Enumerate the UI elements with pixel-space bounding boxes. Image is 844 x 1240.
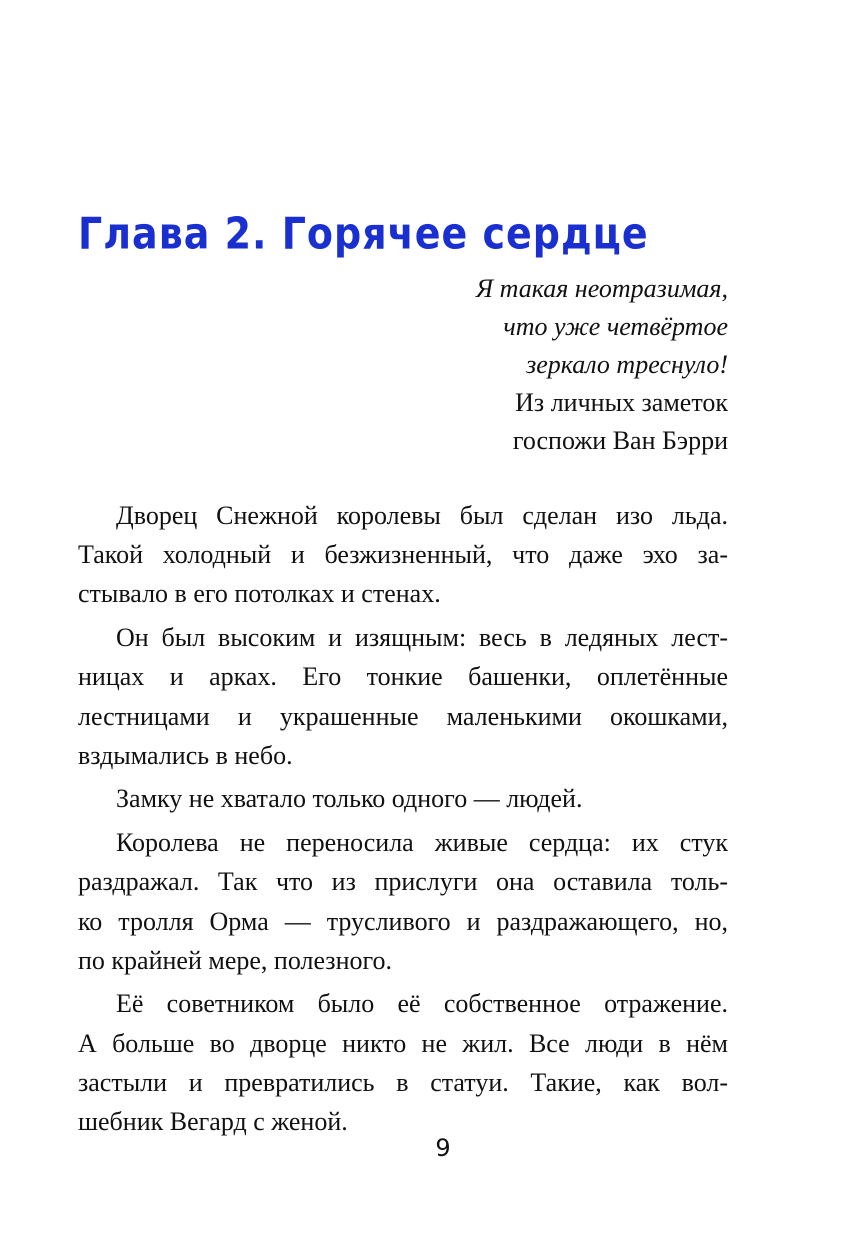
text-line: по крайней мере, полезного. — [78, 945, 393, 975]
text-line: раздражал. Так что из прислуги она оставила толь- — [78, 867, 728, 897]
text-line: лестницами и украшенные маленькими окошками, — [78, 701, 728, 731]
epigraph-quote-line: Я такая неотразимая, — [476, 274, 728, 303]
text-line: Её советником было её собственное отражение. — [116, 989, 728, 1019]
paragraph — [78, 823, 728, 980]
text-line: Дворец Снежной королевы был сделан изо льда. — [116, 501, 728, 530]
text-line: ницах и арках. Его тонкие башенки, оплетённые — [78, 662, 728, 692]
text-line: ко тролля Орма — трусливого и раздражающего, но, — [78, 906, 728, 936]
epigraph-source-line: Из личных заметок — [515, 388, 728, 417]
body-text — [78, 496, 728, 1146]
text-line: вздымались в небо. — [78, 740, 293, 770]
chapter-title: Глава 2. Горячее сердце — [78, 208, 649, 259]
paragraph — [78, 618, 728, 775]
epigraph-quote-line: зеркало треснуло! — [526, 350, 728, 379]
text-line: застыли и превратились в статуи. Такие, как вол- — [78, 1067, 728, 1097]
text-line: Замку не хватало только одного — людей. — [116, 784, 583, 814]
text-line: Такой холодный и безжизненный, что даже эхо за- — [78, 540, 728, 570]
text-line: Он был высоким и изящным: весь в ледяных лест- — [116, 623, 728, 653]
paragraph — [78, 984, 728, 1141]
paragraph — [78, 496, 728, 614]
text-line: Королева не переносила живые сердца: их стук — [116, 828, 728, 858]
epigraph-quote-line: что уже четвёртое — [503, 312, 728, 341]
epigraph-source-line: госпожи Ван Бэрри — [512, 426, 728, 455]
page-number: 9 — [435, 1134, 451, 1162]
epigraph — [476, 270, 728, 460]
paragraph — [78, 779, 728, 818]
text-line: шебник Вегард с женой. — [78, 1107, 348, 1137]
text-line: А больше во дворце никто не жил. Все люди в нём — [78, 1028, 728, 1058]
text-line: стывало в его потолках и стенах. — [78, 579, 441, 609]
